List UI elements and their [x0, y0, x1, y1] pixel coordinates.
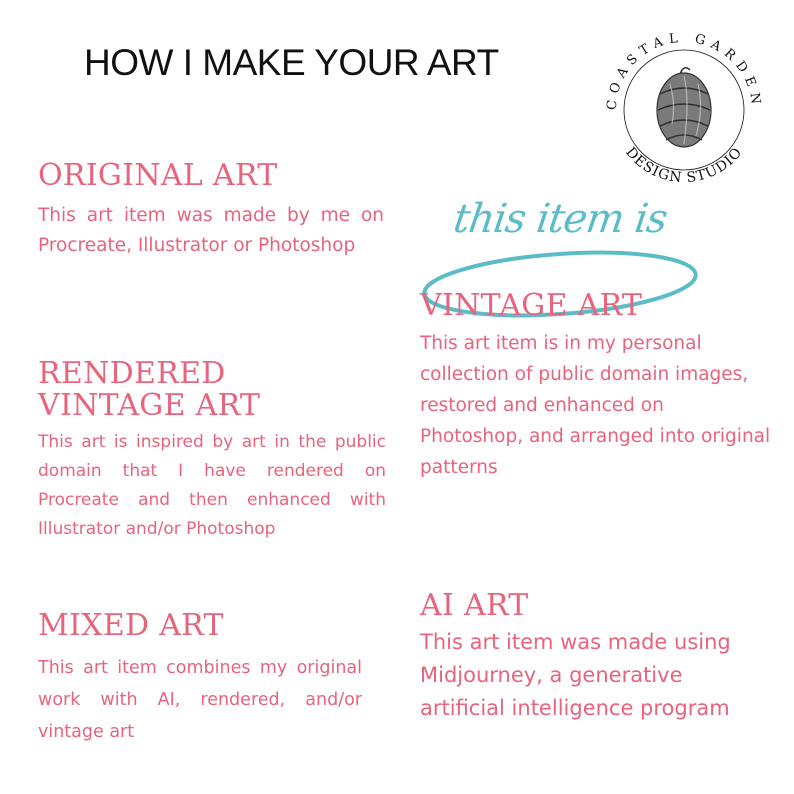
rendered-vintage-art-heading: RENDERED VINTAGE ART	[38, 356, 261, 423]
original-art-description: This art item was made by me on Procreate, Illustrator or Photoshop	[38, 205, 384, 256]
ai-art-description: This art item was made using Midjourney, a generative artificial intelligence program	[420, 630, 731, 720]
mixed-art-heading: MIXED ART	[38, 608, 224, 643]
rendered-vintage-art-description: This art is inspired by art in the public domain that I have rendered on Procreate and then enhanced with Illustrator and/or Photoshop	[38, 432, 386, 539]
mixed-art-description: This art item combines my original work with AI, rendered, and/or vintage art	[38, 658, 362, 742]
original-art-heading: ORIGINAL ART	[38, 158, 278, 193]
vintage-art-description: This art item is in my personal collection of public domain images, restored and enhanced on Photoshop, and arranged into original patterns	[420, 333, 771, 478]
vintage-art-heading: VINTAGE ART	[420, 288, 643, 323]
studio-logo	[598, 24, 770, 196]
ai-art-heading: AI ART	[420, 588, 529, 623]
logo-bottom-text: DESIGN STUDIO	[622, 144, 746, 187]
page-title: HOW I MAKE YOUR ART	[84, 42, 499, 83]
artichoke-icon	[657, 68, 711, 147]
annotation-text: this item is	[450, 196, 670, 242]
logo-top-text: COASTAL GARDEN	[604, 30, 764, 111]
